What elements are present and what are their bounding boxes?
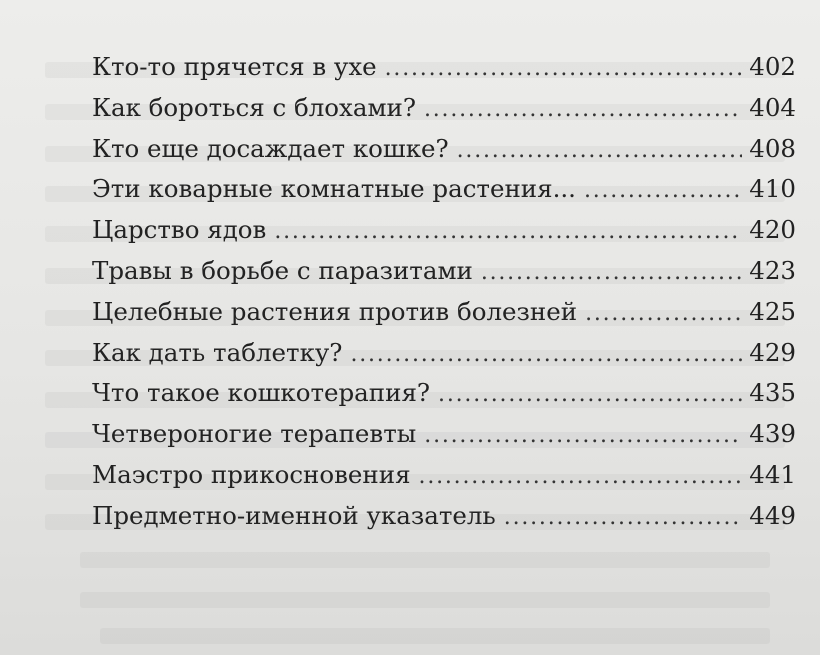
toc-entry[interactable] (92, 501, 796, 542)
toc-entry-page: 425 (749, 296, 796, 326)
toc-entry-title: Кто-то прячется в ухе (92, 52, 377, 81)
toc-entry[interactable] (92, 174, 796, 215)
bleed-line (80, 592, 770, 608)
toc-entry[interactable] (92, 297, 796, 338)
toc-entry-page: 420 (749, 215, 796, 245)
toc-entry-title: Как дать таблетку? (92, 337, 343, 367)
toc-entry-title: Эти коварные комнатные растения... (92, 174, 576, 204)
toc-entry[interactable] (92, 378, 796, 419)
toc-entry-title: Царство ядов (92, 215, 267, 245)
dot-leader (424, 97, 742, 122)
bleed-line (100, 628, 770, 644)
dot-leader (385, 56, 742, 81)
dot-leader (504, 505, 742, 530)
toc-entry-title: Кто еще досаждает кошке? (92, 133, 449, 163)
toc-entry-title: Что такое кошкотерапия? (92, 378, 431, 408)
toc-entry-page: 439 (749, 419, 796, 449)
toc-entry-page: 402 (749, 52, 796, 81)
toc-entry[interactable] (92, 215, 796, 256)
dot-leader (438, 382, 742, 407)
toc-entry-page: 449 (749, 500, 796, 530)
toc-entry-page: 408 (749, 133, 796, 163)
toc-entry-page: 423 (749, 255, 796, 285)
toc-entry[interactable] (92, 256, 796, 297)
toc-entry-title: Целебные растения против болезней (92, 296, 578, 326)
toc-entry-title: Маэстро прикосновения (92, 459, 411, 489)
dot-leader (424, 423, 742, 448)
bleed-line (80, 552, 770, 568)
toc-entry[interactable] (92, 419, 796, 460)
dot-leader (584, 178, 742, 203)
toc-entry-title: Травы в борьбе с паразитами (92, 255, 473, 285)
toc-entry[interactable] (92, 52, 796, 93)
table-of-contents (92, 52, 796, 542)
toc-entry[interactable] (92, 93, 796, 134)
toc-entry[interactable] (92, 338, 796, 379)
dot-leader (481, 260, 742, 285)
toc-entry[interactable] (92, 134, 796, 175)
toc-entry-page: 435 (749, 378, 796, 408)
toc-entry-title: Как бороться с блохами? (92, 92, 416, 122)
dot-leader (350, 342, 742, 367)
toc-entry-page: 410 (749, 174, 796, 204)
dot-leader (419, 464, 742, 489)
toc-entry-page: 404 (749, 92, 796, 122)
toc-entry-page: 441 (749, 459, 796, 489)
dot-leader (585, 301, 742, 326)
dot-leader (457, 138, 742, 163)
toc-entry-title: Четвероногие терапевты (92, 419, 417, 449)
toc-entry-page: 429 (749, 337, 796, 367)
dot-leader (274, 219, 742, 244)
toc-entry-title: Предметно-именной указатель (92, 500, 496, 530)
toc-entry[interactable] (92, 460, 796, 501)
